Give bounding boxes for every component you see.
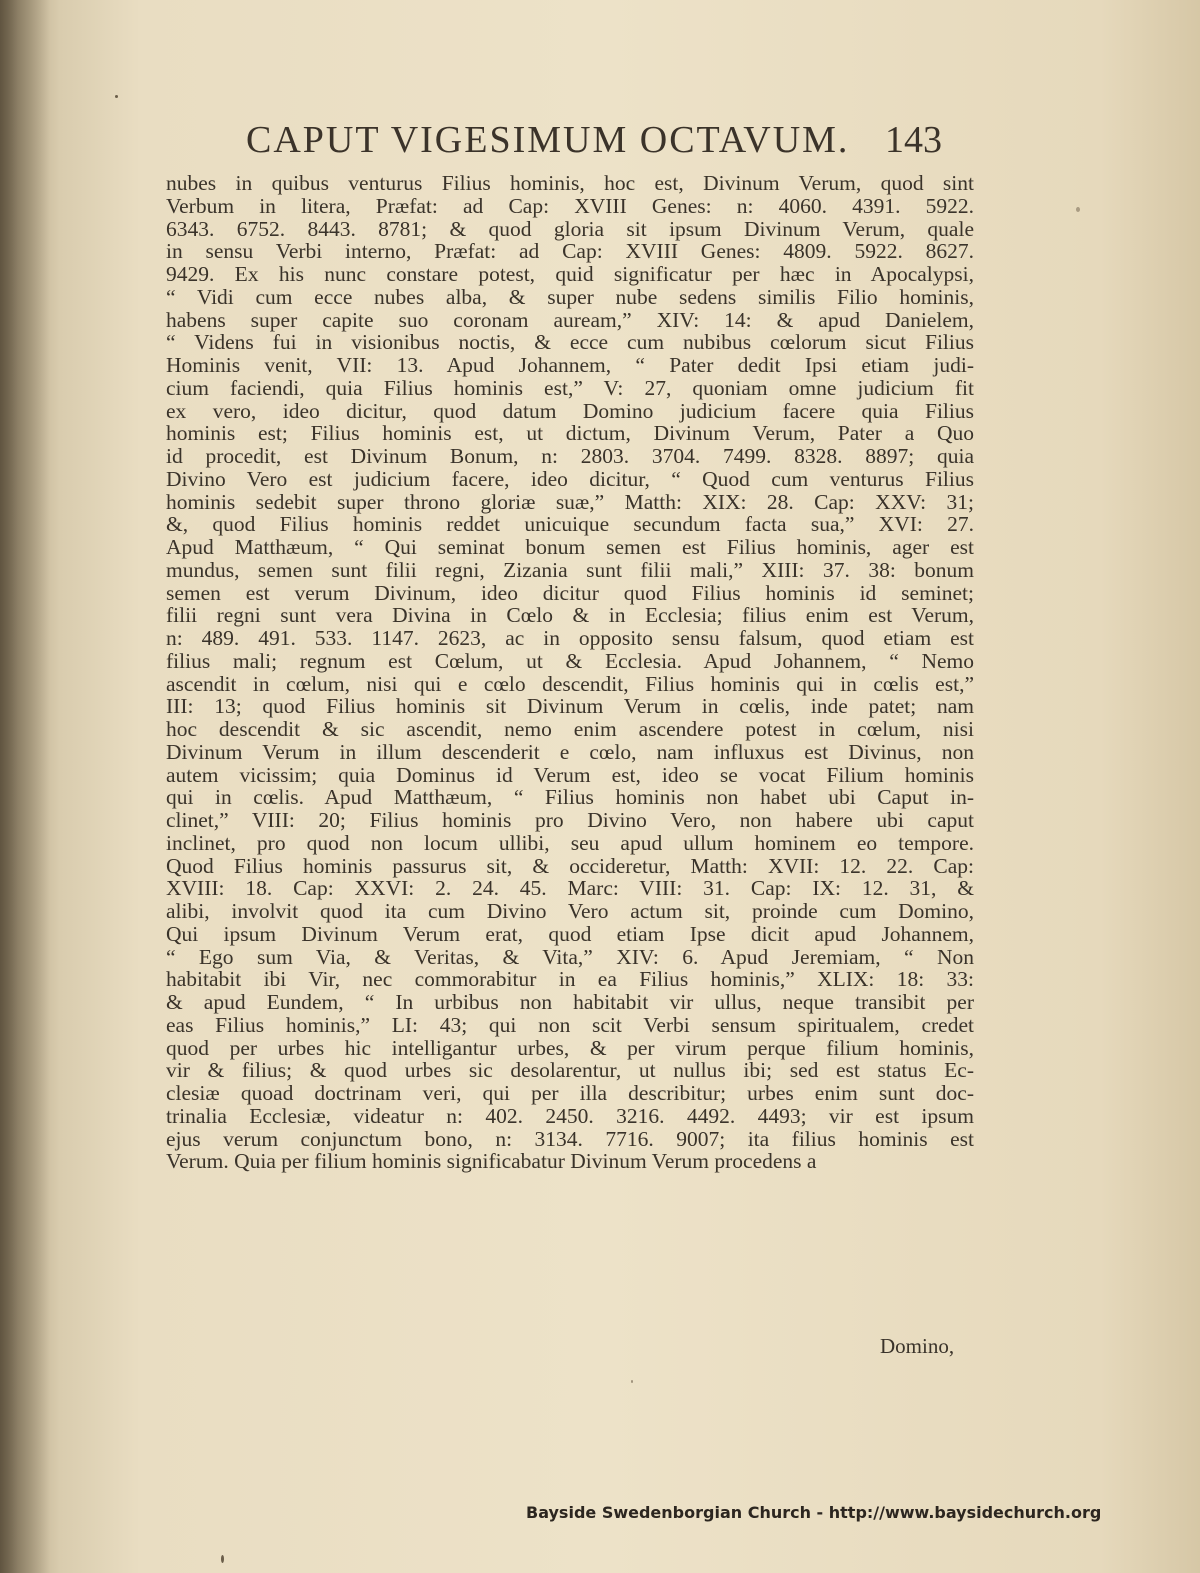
text-line: trinalia Ecclesiæ, videatur n: 402. 2450. 3216. 4492. 4493; vir est ipsum xyxy=(166,1103,974,1128)
ink-speck xyxy=(115,95,118,98)
text-line: clesiæ quoad doctrinam veri, qui per illa describitur; urbes enim sunt doc- xyxy=(166,1081,974,1105)
text-line: hominis sedebit super throno gloriæ suæ,” Matth: XIX: 28. Cap: XXV: 31; xyxy=(166,489,974,514)
text-line: n: 489. 491. 533. 1147. 2623, ac in opposito sensu falsum, quod etiam est xyxy=(166,626,974,650)
text-line: qui in cœlis. Apud Matthæum, “ Filius hominis non habet ubi Caput in- xyxy=(166,785,974,810)
text-line: nubes in quibus venturus Filius hominis, hoc est, Divinum Verum, quod sint xyxy=(166,171,974,195)
text-line: Verum. Quia per filium hominis significabatur Divinum Verum procedens a xyxy=(166,1149,817,1174)
text-line: III: 13; quod Filius hominis sit Divinum Verum in cœlis, inde patet; nam xyxy=(166,694,974,719)
ink-speck xyxy=(221,1555,224,1563)
text-line: XVIII: 18. Cap: XXVI: 2. 24. 45. Marc: VIII: 31. Cap: IX: 12. 31, & xyxy=(166,876,974,901)
text-line: ex vero, ideo dicitur, quod datum Domino judicium facere quia Filius xyxy=(166,398,974,423)
chapter-title: CAPUT VIGESIMUM OCTAVUM. xyxy=(246,119,850,161)
text-line: &, quod Filius hominis reddet unicuique secundum facta sua,” XVI: 27. xyxy=(166,512,974,537)
text-line: 6343. 6752. 8443. 8781; & quod gloria sit ipsum Divinum Verum, quale xyxy=(166,216,974,241)
text-line: Qui ipsum Divinum Verum erat, quod etiam Ipse dicit apud Johannem, xyxy=(166,921,974,946)
text-line: filius mali; regnum est Cœlum, ut & Ecclesia. Apud Johannem, “ Nemo xyxy=(166,648,974,673)
text-line: in sensu Verbi interno, Præfat: ad Cap: XVIII Genes: 4809. 5922. 8627. xyxy=(166,239,974,264)
body-text xyxy=(166,172,974,1173)
text-line: “ Videns fui in visionibus noctis, & ecce cum nubibus cœlorum sicut Filius xyxy=(166,330,974,355)
text-line: hoc descendit & sic ascendit, nemo enim ascendere potest in cœlum, nisi xyxy=(166,717,974,741)
text-line: 9429. Ex his nunc constare potest, quid significatur per hæc in Apocalypsi, xyxy=(166,262,974,286)
footer-credit: Bayside Swedenborgian Church - http://www.baysidechurch.org xyxy=(526,1503,1102,1522)
text-line: “ Vidi cum ecce nubes alba, & super nube sedens similis Filio hominis, xyxy=(166,284,974,309)
text-line: & apud Eundem, “ In urbibus non habitabit vir ullus, neque transibit per xyxy=(166,990,974,1014)
text-line: Hominis venit, VII: 13. Apud Johannem, “ Pater dedit Ipsi etiam judi- xyxy=(166,353,974,377)
ink-speck xyxy=(1076,207,1080,212)
text-line: Divinum Verum in illum descenderit e cœlo, nam influxus est Divinus, non xyxy=(166,739,974,764)
text-line: Apud Matthæum, “ Qui seminat bonum semen est Filius hominis, ager est xyxy=(166,535,974,559)
text-line: semen est verum Divinum, ideo dicitur quod Filius hominis id seminet; xyxy=(166,580,974,605)
text-line: habitabit ibi Vir, nec commorabitur in ea Filius hominis,” XLIX: 18: 33: xyxy=(166,967,974,992)
text-line: id procedit, est Divinum Bonum, n: 2803. 3704. 7499. 8328. 8897; quia xyxy=(166,444,974,468)
text-line: ascendit in cœlum, nisi qui e cœlo descendit, Filius hominis qui in cœlis est,” xyxy=(166,671,974,696)
catchword: Domino, xyxy=(880,1334,955,1358)
text-line: Verbum in litera, Præfat: ad Cap: XVIII Genes: n: 4060. 4391. 5922. xyxy=(166,193,974,218)
text-line: clinet,” VIII: 20; Filius hominis pro Divino Vero, non habere ubi caput xyxy=(166,808,974,832)
ink-speck xyxy=(631,1380,633,1383)
page-number: 143 xyxy=(885,119,942,161)
text-line: inclinet, pro quod non locum ullibi, seu apud ullum hominem eo tempore. xyxy=(166,830,974,855)
text-line: habens super capite suo coronam auream,” XIV: 14: & apud Danielem, xyxy=(166,307,974,332)
text-line: hominis est; Filius hominis est, ut dictum, Divinum Verum, Pater a Quo xyxy=(166,421,974,446)
text-line: Divino Vero est judicium facere, ideo dicitur, “ Quod cum venturus Filius xyxy=(166,466,974,491)
text-line: quod per urbes hic intelligantur urbes, & per virum perque filium hominis, xyxy=(166,1035,974,1060)
text-line: vir & filius; & quod urbes sic desolarentur, ut nullus ibi; sed est status Ec- xyxy=(166,1058,974,1083)
binding-shadow xyxy=(0,0,50,1573)
text-line: eas Filius hominis,” LI: 43; qui non scit Verbi sensum spiritualem, credet xyxy=(166,1012,974,1037)
running-head xyxy=(0,118,1200,168)
text-line: Quod Filius hominis passurus sit, & occideretur, Matth: XVII: 12. 22. Cap: xyxy=(166,853,974,878)
text-line: autem vicissim; quia Dominus id Verum est, ideo se vocat Filium hominis xyxy=(166,762,974,787)
text-line: mundus, semen sunt filii regni, Zizania sunt filii mali,” XIII: 37. 38: bonum xyxy=(166,557,974,582)
text-line: alibi, involvit quod ita cum Divino Vero actum sit, proinde cum Domino, xyxy=(166,899,974,923)
text-line: “ Ego sum Via, & Veritas, & Vita,” XIV: 6. Apud Jeremiam, “ Non xyxy=(166,944,974,969)
text-line: ejus verum conjunctum bono, n: 3134. 7716. 9007; ita filius hominis est xyxy=(166,1126,974,1151)
text-line: cium faciendi, quia Filius hominis est,” V: 27, quoniam omne judicium fit xyxy=(166,375,974,400)
text-line: filii regni sunt vera Divina in Cœlo & in Ecclesia; filius enim est Verum, xyxy=(166,603,974,628)
